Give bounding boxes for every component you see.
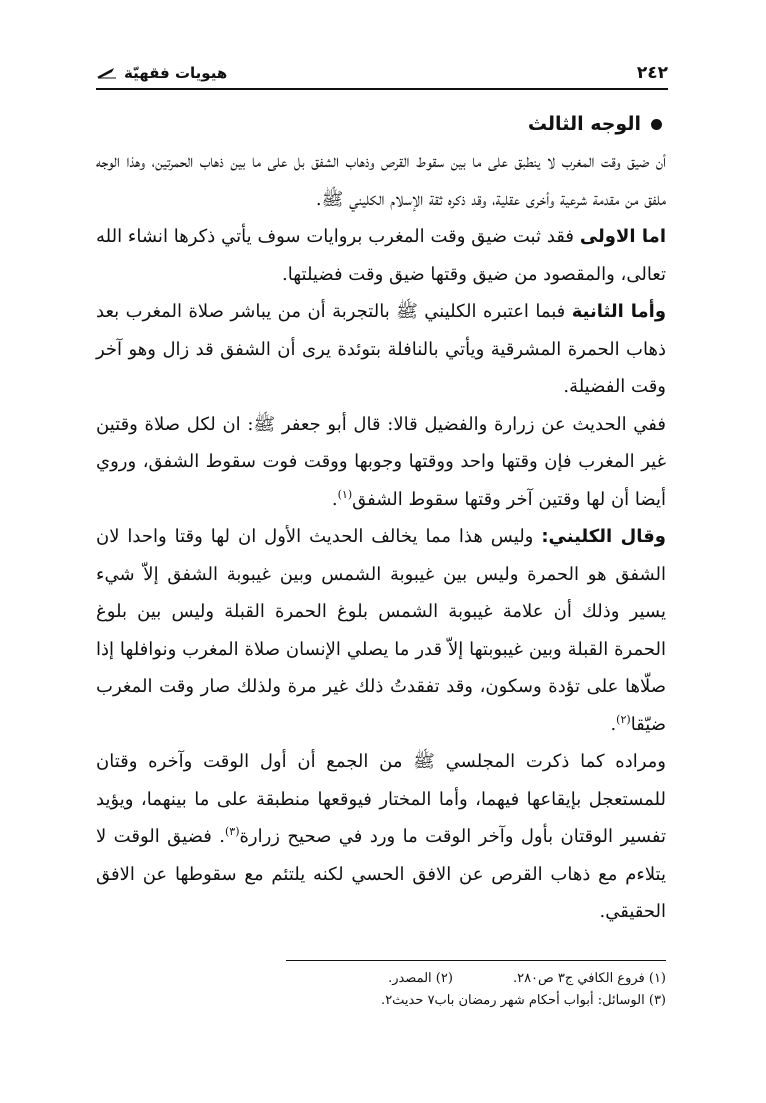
paragraph-text: فقد ثبت ضيق وقت المغرب بروايات سوف يأتي ذكرها انشاء الله تعالى، والمقصود من ضيق وقتها ضيق وقت فضيلتها. (96, 226, 666, 285)
footnote-3: (٣) الوسائل: أبواب أحكام شهر رمضان باب٧ حديث٢. (381, 993, 666, 1008)
paragraph-tail: . فضيق الوقت لا يتلاءم مع ذهاب القرص عن الافق الحسي لكنه يلتئم مع سقوطها عن الافق الحقيقي. (96, 826, 666, 922)
paragraph-keyword: وأما الثانية (571, 301, 667, 322)
body-text (96, 106, 666, 931)
footnote-ref: (٣) (224, 825, 240, 838)
paragraph-text: فبما اعتبره الكليني ﷺ بالتجربة أن من يباشر صلاة المغرب بعد ذهاب الحمرة المشرقية ويأتي بالنافلة بتوئدة يرى أن الشفق قد زال وهو آخر وقت الفضيلة. (96, 301, 666, 397)
page-number: ٢٤٢ (636, 63, 668, 83)
paragraph-keyword: وقال الكليني: (541, 526, 666, 547)
paragraph-tail: . (331, 488, 338, 510)
section-heading-text: الوجه الثالث (527, 112, 641, 135)
footnotes (96, 968, 666, 1012)
bullet-icon (651, 119, 662, 130)
footnote-1: (١) فروع الكافي ج٣ ص٢٨٠. (512, 971, 666, 986)
paragraph (96, 743, 666, 931)
footnote-2: (٢) المصدر. (388, 971, 453, 986)
paragraph (96, 143, 666, 218)
footnote-ref: (٢) (616, 712, 631, 726)
paragraph-text: ففي الحديث عن زرارة والفضيل قالا: قال أبو جعفر ﷺ: ان لكل صلاة وقتين غير المغرب فإن وقتها واحد ووقتها وجوبها ووقت فوت سقوط الشفق، وروي أيضا أن لها وقتين آخر وقتها سقوط الشفق (96, 413, 666, 510)
book-title: هيويات فقهيّة (124, 64, 228, 82)
paragraph (96, 406, 666, 519)
paragraph-keyword: اما الاولى (579, 226, 666, 247)
paragraph-text: وليس هذا مما يخالف الحديث الأول ان لها وقتا واحدا لان الشفق هو الحمرة وليس بين غيبوبة الشمس وبين غيبوبة الشفق إلاّ شيء يسير وذلك أن علامة غيبوبة الشمس بلوغ الحمرة القبلة وليس بين بلوغ الحمرة القبلة وبين غيبوبتها إلاّ قدر ما يصلي الإنسان صلاة المغرب ونوافلها إذا صلّاها على تؤدة وسكون، وقد تفقدتُ ذلك غير مرة ولذلك صار وقت المغرب ضيّقا (96, 526, 666, 735)
paragraph (96, 218, 666, 293)
paragraph (96, 293, 666, 406)
footnote-divider (286, 960, 666, 961)
paragraph (96, 518, 666, 743)
footnote-row (96, 968, 666, 990)
running-title (96, 64, 227, 82)
paragraph-tail: . (610, 713, 617, 735)
paragraph-text: ومراده كما ذكرت المجلسي ﷺ من الجمع أن أول الوقت وآخره وقتان للمستعجل بإيقاعها فيهما، وأما المختار فيوقعها منطبقة على ما بينهما، ويؤيد تفسير الوقتان بأول وآخر الوقت ما ورد في صحيح زرارة (96, 751, 666, 847)
section-heading (96, 106, 666, 143)
paragraph-text: أن ضيق وقت المغرب لا ينطبق على ما بين سقوط القرص وذهاب الشفق بل على ما بين ذهاب الحمرتين، وهذا الوجه ملفق من مقدمة شرعية وأخرى عقلية، وقد ذكره ثقة الإسلام الكليني ﷺ. (96, 151, 666, 210)
page-header (96, 58, 668, 88)
pen-icon (96, 67, 118, 79)
footnote-ref: (١) (337, 487, 353, 501)
header-divider (96, 88, 668, 90)
